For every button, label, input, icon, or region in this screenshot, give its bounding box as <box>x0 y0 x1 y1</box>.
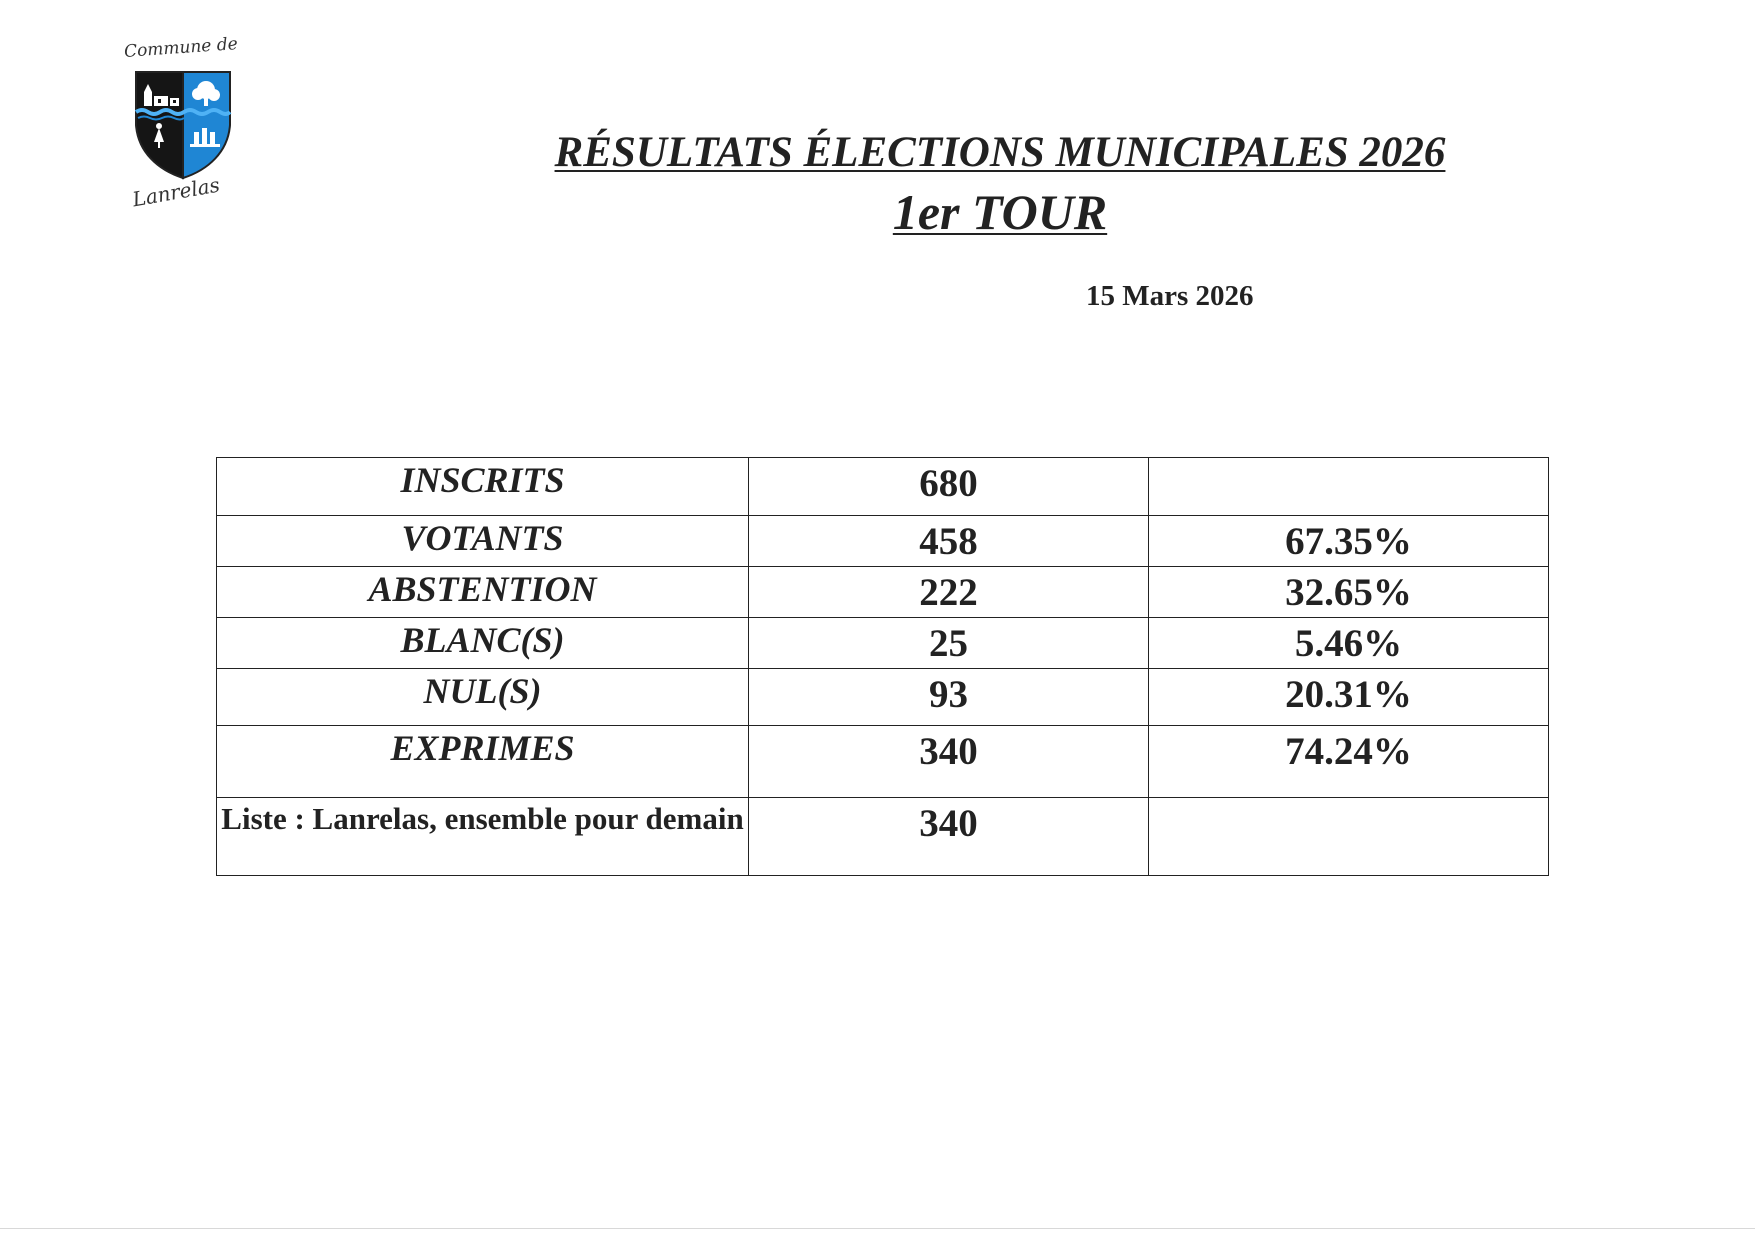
round-subtitle: 1er TOUR <box>892 184 1108 240</box>
coat-of-arms-shield-icon <box>134 70 232 180</box>
table-row-abstention <box>217 567 1549 618</box>
row-percent-cell <box>1149 458 1549 516</box>
row-label: INSCRITS <box>400 460 565 500</box>
row-percent: 67.35% <box>1285 520 1412 563</box>
table-row-votants <box>217 516 1549 567</box>
commune-logo <box>118 34 243 218</box>
row-percent-cell <box>1149 726 1549 798</box>
row-label: NUL(S) <box>423 671 542 711</box>
row-percent-cell <box>1149 516 1549 567</box>
logo-text-bottom: Lanrelas <box>130 172 222 212</box>
row-percent <box>1149 458 1548 460</box>
row-label-cell <box>217 669 749 726</box>
row-value: 93 <box>929 673 968 716</box>
row-label: BLANC(S) <box>400 620 565 660</box>
row-value-cell <box>749 516 1149 567</box>
row-value: 680 <box>919 462 978 505</box>
row-label-cell <box>217 458 749 516</box>
row-value-cell <box>749 726 1149 798</box>
row-percent-cell <box>1149 567 1549 618</box>
row-percent-cell <box>1149 798 1549 876</box>
row-value-cell <box>749 458 1149 516</box>
logo-text-top: Commune de <box>123 34 239 62</box>
row-label-cell <box>217 726 749 798</box>
list-value: 340 <box>919 802 978 845</box>
row-value-cell <box>749 567 1149 618</box>
row-label-cell <box>217 798 749 876</box>
row-label: EXPRIMES <box>390 728 575 768</box>
row-value-cell <box>749 798 1149 876</box>
row-percent: 32.65% <box>1285 571 1412 614</box>
page-bottom-rule <box>0 1228 1755 1229</box>
election-date: 15 Mars 2026 <box>1086 280 1254 312</box>
row-label: ABSTENTION <box>368 569 597 609</box>
list-label: Liste : Lanrelas, ensemble pour demain <box>221 801 744 836</box>
row-label-cell <box>217 516 749 567</box>
row-percent: 74.24% <box>1285 730 1412 773</box>
table-row-blancs <box>217 618 1549 669</box>
table-row-inscrits <box>217 458 1549 516</box>
row-value: 222 <box>919 571 978 614</box>
row-label: VOTANTS <box>401 518 564 558</box>
row-percent: 5.46% <box>1294 622 1403 665</box>
row-value: 340 <box>919 730 978 773</box>
row-percent-cell <box>1149 669 1549 726</box>
row-value: 25 <box>929 622 968 665</box>
table-row-list <box>217 798 1549 876</box>
row-value: 458 <box>919 520 978 563</box>
results-table <box>216 457 1549 876</box>
list-percent <box>1149 798 1548 800</box>
table-row-nuls <box>217 669 1549 726</box>
table-row-exprimes <box>217 726 1549 798</box>
row-percent: 20.31% <box>1285 673 1412 716</box>
row-percent-cell <box>1149 618 1549 669</box>
row-value-cell <box>749 618 1149 669</box>
page-title: RÉSULTATS ÉLECTIONS MUNICIPALES 2026 <box>554 129 1446 176</box>
row-label-cell <box>217 567 749 618</box>
row-value-cell <box>749 669 1149 726</box>
row-label-cell <box>217 618 749 669</box>
